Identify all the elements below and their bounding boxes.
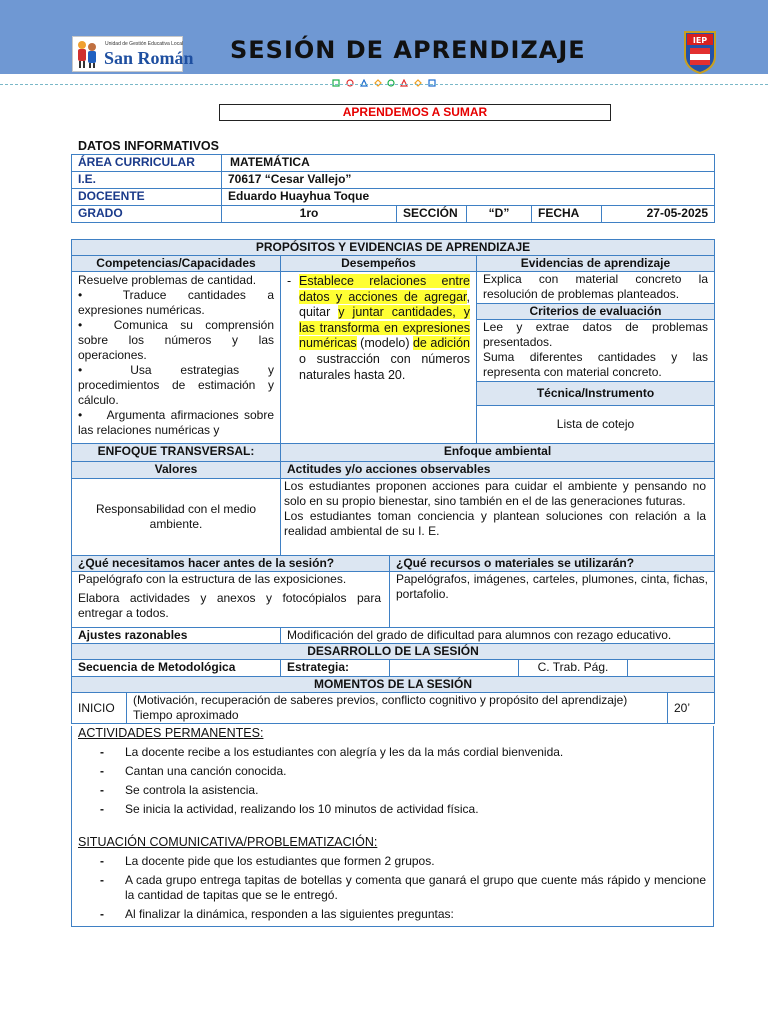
list-dash: - — [100, 907, 104, 921]
criterios-cell — [477, 320, 715, 382]
comp-line: • Traduce cantidades a expresiones numéricas. — [78, 288, 278, 317]
docente-value: Eduardo Huayhua Toque — [222, 189, 715, 206]
propositos-heading: PROPÓSITOS Y EVIDENCIAS DE APRENDIZAJE — [72, 240, 715, 256]
ctrab-value — [628, 660, 715, 677]
list-item-text: Al finalizar la dinámica, responden a las siguientes preguntas: — [125, 907, 454, 921]
logo-right-text: IEP — [692, 36, 708, 45]
grado-value: 1ro — [222, 206, 397, 223]
col-evidencias: Evidencias de aprendizaje — [477, 256, 715, 272]
recursos-label: ¿Qué recursos o materiales se utilizarán? — [390, 556, 715, 572]
ctrab-label: C. Trab. Pág. — [519, 660, 628, 677]
valor-cell: Responsabilidad con el medio ambiente. — [72, 479, 281, 556]
desempeno-text: (modelo) — [356, 336, 413, 351]
iep-shield-logo — [683, 30, 717, 74]
list-dash: - — [100, 854, 104, 868]
inicio-label: INICIO — [72, 693, 127, 724]
criterios-label: Criterios de evaluación — [477, 304, 715, 320]
list-item — [100, 802, 706, 817]
list-item-text: Cantan una canción conocida. — [125, 764, 287, 778]
actividades-list — [100, 745, 706, 821]
criterio-line: Lee y extrae datos de problemas presentados. — [483, 320, 708, 349]
propositos-table — [71, 239, 715, 724]
desempeno-text: , quitar — [299, 289, 470, 320]
desempeno-dash: - — [287, 274, 292, 288]
comp-line: • Argumenta afirmaciones sobre las relaciones numéricas y — [78, 408, 278, 437]
header-divider — [0, 84, 768, 85]
estrategia-value — [390, 660, 519, 677]
fecha-label: FECHA — [532, 206, 602, 223]
list-item-text: La docente pide que los estudiantes que formen 2 grupos. — [125, 854, 435, 868]
actitud-line: Los estudiantes proponen acciones para cuidar el ambiente y pensando no solo en su propio bienestar, sino también en el de las generaciones futuras. — [284, 479, 706, 508]
recursos-cell: Papelógrafos, imágenes, carteles, plumones, cinta, fichas, portafolio. — [390, 572, 715, 628]
datos-heading: DATOS INFORMATIVOS — [78, 139, 219, 153]
comp-line: • Usa estrategias y procedimientos de estimación y cálculo. — [78, 363, 278, 407]
list-item — [100, 745, 706, 760]
area-label: ÁREA CURRICULAR — [72, 155, 222, 172]
list-dash: - — [100, 745, 104, 759]
tecnica-value: Lista de cotejo — [477, 406, 715, 444]
momentos-heading: MOMENTOS DE LA SESIÓN — [72, 677, 715, 693]
antes-cell — [72, 572, 390, 628]
logo-left-subtitle: Unidad de Gestión Educativa Local — [105, 41, 184, 47]
list-item-text: Se controla la asistencia. — [125, 783, 259, 797]
actitudes-cell — [281, 479, 715, 556]
situacion-list — [100, 854, 706, 926]
list-item — [100, 907, 706, 922]
antes-line: Elabora actividades y anexos y fotocópialos para entregar a todos. — [78, 591, 381, 620]
ajustes-cell: Modificación del grado de dificultad para alumnos con rezago educativo. — [281, 628, 715, 644]
antes-line: Papelógrafo con la estructura de las exposiciones. — [78, 572, 347, 586]
tecnica-label: Técnica/Instrumento — [477, 382, 715, 406]
grado-label: GRADO — [72, 206, 222, 223]
seccion-label: SECCIÓN — [397, 206, 467, 223]
area-value: MATEMÁTICA — [222, 155, 715, 172]
col-competencias: Competencias/Capacidades — [72, 256, 281, 272]
secuencia-label: Secuencia de Metodológica — [72, 660, 281, 677]
desempeno-text: o sustracción con números naturales hasta 20. — [299, 351, 470, 382]
list-dash: - — [100, 764, 104, 778]
ugel-san-roman-logo — [72, 36, 194, 72]
list-item — [100, 854, 706, 869]
inicio-time: 20’ — [668, 693, 715, 724]
ajustes-label: Ajustes razonables — [72, 628, 281, 644]
list-item-text: Se inicia la actividad, realizando los 10 minutos de actividad física. — [125, 802, 479, 816]
competencias-cell — [72, 272, 281, 444]
desempenos-cell — [281, 272, 477, 444]
col-desempenos: Desempeños — [281, 256, 477, 272]
desempeno-highlight: de adición — [412, 336, 470, 351]
desarrollo-heading: DESARROLLO DE LA SESIÓN — [72, 644, 715, 660]
list-dash: - — [100, 783, 104, 797]
valores-label: Valores — [72, 462, 281, 479]
situacion-heading: SITUACIÓN COMUNICATIVA/PROBLEMATIZACIÓN: — [78, 835, 378, 849]
estrategia-label: Estrategia: — [281, 660, 390, 677]
antes-label: ¿Qué necesitamos hacer antes de la sesión? — [72, 556, 390, 572]
list-dash: - — [100, 802, 104, 816]
actividades-heading: ACTIVIDADES PERMANENTES: — [78, 726, 264, 740]
evidencia-cell: Explica con material concreto la resolución de problemas planteados. — [477, 272, 715, 304]
page-title: SESIÓN DE APRENDIZAJE — [230, 36, 586, 64]
desempeno-highlight: y juntar cantidades, y las transforma en expresiones numéricas — [299, 305, 470, 351]
children-icon — [75, 39, 99, 69]
logo-left-name: San Román — [104, 48, 194, 68]
list-item-text: A cada grupo entrega tapitas de botellas y comenta que ganará el grupo que cuente más rápido y mencione la cantidad de tapitas que se le entregó. — [125, 873, 706, 902]
enfoque-value: Enfoque ambiental — [281, 444, 715, 462]
desempeno-highlight: Establece relaciones entre datos y acciones de agregar — [299, 274, 470, 304]
list-dash: - — [100, 873, 104, 887]
fecha-value: 27-05-2025 — [602, 206, 715, 223]
lesson-title: APRENDEMOS A SUMAR — [219, 104, 611, 121]
list-item — [100, 873, 706, 903]
datos-table — [71, 154, 715, 223]
ie-value: 70617 “Cesar Vallejo” — [222, 172, 715, 189]
list-item — [100, 764, 706, 779]
enfoque-label: ENFOQUE TRANSVERSAL: — [72, 444, 281, 462]
inicio-description: (Motivación, recuperación de saberes previos, conflicto cognitivo y propósito del aprendizaje) Tiempo aproximado — [127, 693, 668, 724]
docente-label: DOCEENTE — [72, 189, 222, 206]
ie-label: I.E. — [72, 172, 222, 189]
list-item — [100, 783, 706, 798]
criterio-line: Suma diferentes cantidades y las representa con material concreto. — [483, 350, 708, 379]
comp-line: • Comunica su comprensión sobre los números y las operaciones. — [78, 318, 278, 362]
list-item-text: La docente recibe a los estudiantes con alegría y les da la más cordial bienvenida. — [125, 745, 564, 759]
comp-line: Resuelve problemas de cantidad. — [78, 273, 257, 287]
actitud-line: Los estudiantes toman conciencia y plantean soluciones con relación a la realidad ambiental de su I. E. — [284, 509, 706, 538]
seccion-value: “D” — [467, 206, 532, 223]
actitudes-label: Actitudes y/o acciones observables — [281, 462, 715, 479]
inicio-content — [71, 726, 714, 927]
